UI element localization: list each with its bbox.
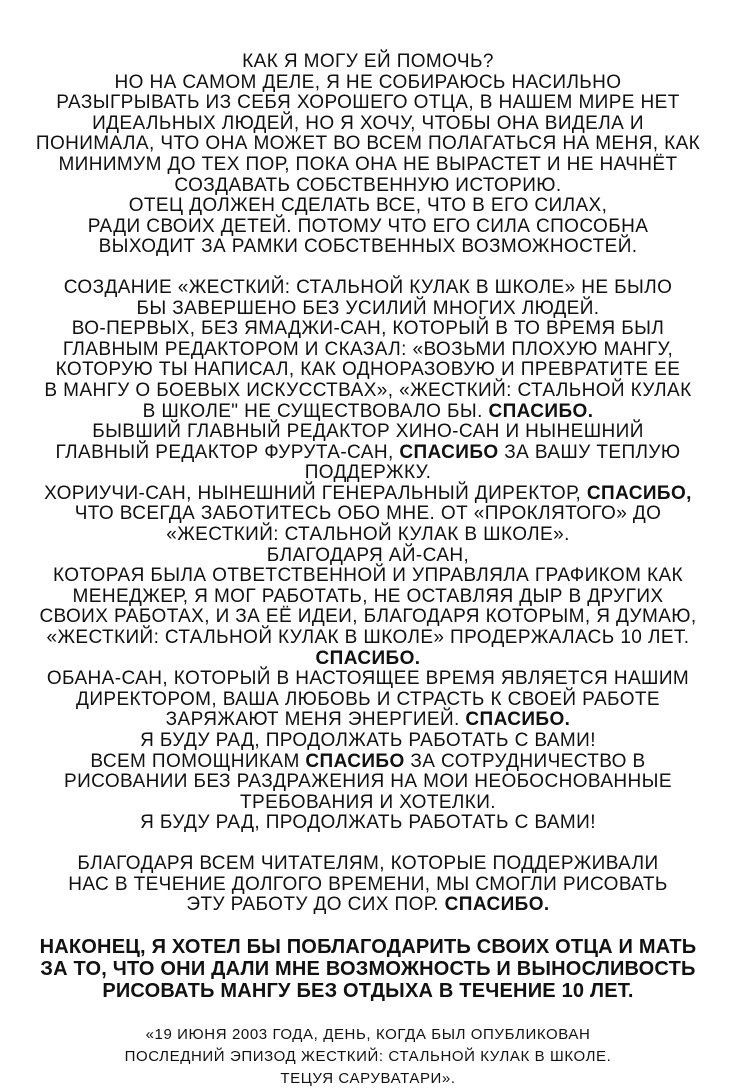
text-line: РАЗЫГРЫВАТЬ ИЗ СЕБЯ ХОРОШЕГО ОТЦА, В НАШЕМ МИРЕ НЕТ: [56, 92, 680, 114]
text-line: ВО-ПЕРВЫХ, БЕЗ ЯМАДЖИ-САН, КОТОРЫЙ В ТО ВРЕМЯ БЫЛ: [71, 318, 665, 340]
text-line: [0, 752, 736, 773]
text-line: В МАНГУ О БОЕВЫХ ИСКУССТВАХ», «ЖЕСТКИЙ: СТАЛЬНОЙ КУЛАК: [44, 379, 692, 401]
text-line: ВЫХОДИТ ЗА РАМКИ СОБСТВЕННЫХ ВОЗМОЖНОСТЕЙ.: [98, 236, 638, 258]
text-line: СОЗДАНИЕ «ЖЕСТКИЙ: СТАЛЬНОЙ КУЛАК В ШКОЛЕ» НЕ БЫЛО: [63, 276, 673, 298]
thanks-emphasis: СПАСИБО.: [315, 647, 421, 669]
text-line: СОЗДАВАТЬ СОБСТВЕННУЮ ИСТОРИЮ.: [174, 174, 562, 196]
paragraph-1: [0, 52, 736, 258]
text-line: Я БУДУ РАД, ПРОДОЛЖАТЬ РАБОТАТЬ С ВАМИ!: [140, 812, 596, 834]
text-run: ЗА СОТРУДНИЧЕСТВО В: [410, 750, 646, 772]
text-line: НАКОНЕЦ, Я ХОТЕЛ БЫ ПОБЛАГОДАРИТЬ СВОИХ ОТЦА И МАТЬ: [39, 935, 697, 958]
text-line: [0, 443, 736, 464]
text-run: ЗАРЯЖАЮТ МЕНЯ ЭНЕРГИЕЙ.: [165, 709, 460, 731]
text-line: ТРЕБОВАНИЯ И ХОТЕЛКИ.: [240, 791, 496, 813]
text-line: [0, 484, 736, 505]
text-run: В ШКОЛЕ" НЕ СУЩЕСТВОВАЛО БЫ.: [142, 400, 483, 422]
text-line: БЛАГОДАРЯ АЙ-САН,: [266, 544, 470, 566]
text-line: НО НА САМОМ ДЕЛЕ, Я НЕ СОБИРАЮСЬ НАСИЛЬНО: [114, 71, 622, 93]
signature-caption: [0, 1024, 736, 1090]
thanks-emphasis: СПАСИБО.: [488, 400, 594, 422]
thanks-emphasis: СПАСИБО: [399, 441, 499, 463]
text-line: НАС В ТЕЧЕНИЕ ДОЛГОГО ВРЕМЕНИ, МЫ СМОГЛИ РИСОВАТЬ: [68, 873, 668, 895]
text-line: ПОНИМАЛА, ЧТО ОНА МОЖЕТ ВО ВСЕМ ПОЛАГАТЬСЯ НА МЕНЯ, КАК: [35, 133, 701, 155]
text-line: ЧТО ВСЕГДА ЗАБОТИТЕСЬ ОБО МНЕ. ОТ «ПРОКЛЯТОГО» ДО: [74, 503, 662, 525]
thanks-emphasis: СПАСИБО: [305, 750, 405, 772]
text-line: КОТОРУЮ ТЫ НАПИСАЛ, КАК ОДНОРАЗОВУЮ И ПРЕВРАТИТЕ ЕЕ: [55, 359, 681, 381]
text-line: СВОИХ РАБОТАХ, И ЗА ЕЁ ИДЕИ, БЛАГОДАРЯ КОТОРЫМ, Я ДУМАЮ,: [39, 606, 697, 628]
paragraph-3: [0, 854, 736, 916]
text-line: ПОДДЕРЖКУ.: [304, 462, 432, 484]
text-line: ДИРЕКТОРОМ, ВАША ЛЮБОВЬ И СТРАСТЬ К СВОЕЙ РАБОТЕ: [76, 688, 660, 710]
text-line: [0, 895, 736, 916]
caption-line: ПОСЛЕДНИЙ ЭПИЗОД ЖЕСТКИЙ: СТАЛЬНОЙ КУЛАК В ШКОЛЕ.: [124, 1047, 612, 1065]
text-line: БЫВШИЙ ГЛАВНЫЙ РЕДАКТОР ХИНО-САН И НЫНЕШНИЙ: [92, 421, 644, 443]
caption-line: «19 ИЮНЯ 2003 ГОДА, ДЕНЬ, КОГДА БЫЛ ОПУБЛИКОВАН: [145, 1025, 591, 1043]
text-line: Я БУДУ РАД, ПРОДОЛЖАТЬ РАБОТАТЬ С ВАМИ!: [140, 730, 596, 751]
thanks-emphasis: СПАСИБО.: [444, 894, 550, 916]
text-run: ВСЕМ ПОМОЩНИКАМ: [90, 750, 300, 772]
paragraph-2: [0, 278, 736, 834]
text-line: ОБАНА-САН, КОТОРЫЙ В НАСТОЯЩЕЕ ВРЕМЯ ЯВЛЯЕТСЯ НАШИМ: [46, 668, 690, 690]
text-line: ГЛАВНЫМ РЕДАКТОРОМ И СКАЗАЛ: «ВОЗЬМИ ПЛОХУЮ МАНГУ,: [62, 338, 674, 360]
text-line: РИСОВАТЬ МАНГУ БЕЗ ОТДЫХА В ТЕЧЕНИЕ 10 ЛЕТ.: [102, 979, 634, 1002]
text-line: «ЖЕСТКИЙ: СТАЛЬНОЙ КУЛАК В ШКОЛЕ» ПРОДЕРЖАЛАСЬ 10 ЛЕТ.: [46, 627, 690, 649]
text-run: ЗА ВАШУ ТЕПЛУЮ: [504, 441, 681, 463]
text-run: ГЛАВНЫЙ РЕДАКТОР ФУРУТА-САН,: [55, 441, 394, 463]
text-run: ХОРИУЧИ-САН, НЫНЕШНИЙ ГЕНЕРАЛЬНЫЙ ДИРЕКТОР,: [44, 482, 582, 504]
text-line: МЕНЕДЖЕР, Я МОГ РАБОТАТЬ, НЕ ОСТАВЛЯЯ ДЫР В ДРУГИХ: [72, 585, 664, 607]
text-line: РАДИ СВОИХ ДЕТЕЙ. ПОТОМУ ЧТО ЕГО СИЛА СПОСОБНА: [87, 215, 649, 237]
caption-line: ТЕЦУЯ САРУВАТАРИ».: [280, 1069, 456, 1087]
text-line: ИДЕАЛЬНЫХ ЛЮДЕЙ, НО Я ХОЧУ, ЧТОБЫ ОНА ВИДЕЛА И: [92, 112, 644, 134]
text-line: МИНИМУМ ДО ТЕХ ПОР, ПОКА ОНА НЕ ВЫРАСТЕТ И НЕ НАЧНЁТ: [58, 153, 678, 175]
text-line: [0, 402, 736, 423]
text-line: ЗА ТО, ЧТО ОНИ ДАЛИ МНЕ ВОЗМОЖНОСТЬ И ВЫНОСЛИВОСТЬ: [40, 957, 696, 980]
text-line: ОТЕЦ ДОЛЖЕН СДЕЛАТЬ ВСЕ, ЧТО В ЕГО СИЛАХ,: [128, 195, 608, 217]
text-line: «ЖЕСТКИЙ: СТАЛЬНОЙ КУЛАК В ШКОЛЕ».: [166, 524, 570, 546]
text-line: БЫ ЗАВЕРШЕНО БЕЗ УСИЛИЙ МНОГИХ ЛЮДЕЙ.: [136, 297, 600, 319]
text-line: КАК Я МОГУ ЕЙ ПОМОЧЬ?: [242, 51, 494, 72]
thanks-emphasis: СПАСИБО,: [586, 482, 692, 504]
text-line: РИСОВАНИИ БЕЗ РАЗДРАЖЕНИЯ НА МОИ НЕОБОСНОВАННЫЕ: [64, 771, 672, 793]
text-line: БЛАГОДАРЯ ВСЕМ ЧИТАТЕЛЯМ, КОТОРЫЕ ПОДДЕРЖИВАЛИ: [77, 852, 659, 874]
text-run: ЭТУ РАБОТУ ДО СИХ ПОР.: [186, 894, 439, 916]
text-line: КОТОРАЯ БЫЛА ОТВЕТСТВЕННОЙ И УПРАВЛЯЛА ГРАФИКОМ КАК: [52, 565, 684, 587]
final-paragraph: [0, 936, 736, 1002]
thanks-emphasis: СПАСИБО.: [465, 709, 571, 731]
text-line: [0, 710, 736, 731]
